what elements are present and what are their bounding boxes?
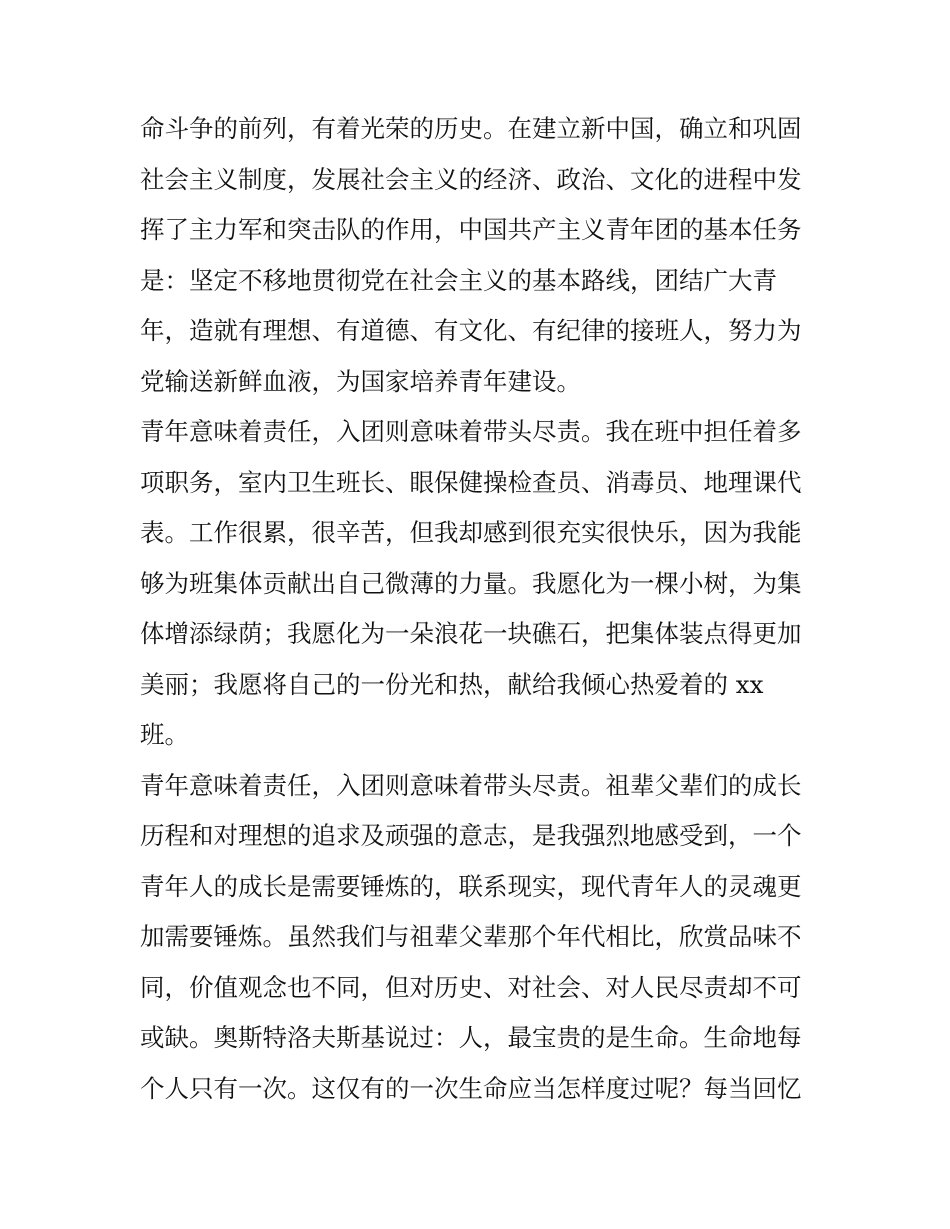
text-line: 是：坚定不移地贯彻党在社会主义的基本路线，团结广大青 (140, 265, 777, 295)
body-text (140, 104, 820, 1114)
text-line: 项职务，室内卫生班长、眼保健操检查员、消毒员、地理课代 (140, 467, 802, 497)
text-line: 青年人的成长是需要锤炼的，联系现实，现代青年人的灵魂更 (140, 871, 802, 901)
text-line: 年，造就有理想、有道德、有文化、有纪律的接班人，努力为 (140, 316, 802, 345)
text-line: 青年意味着责任，入团则意味着带头尽责。我在班中担任着多 (140, 417, 802, 446)
text-line: 党输送新鲜血液，为国家培养青年建设。 (140, 366, 581, 396)
text-line: 体增添绿荫；我愿化为一朵浪花一块礁石，把集体装点得更加 (140, 619, 802, 648)
text-line: 够为班集体贡献出自己微薄的力量。我愿化为一棵小树，为集 (140, 568, 802, 598)
text-line: 加需要锤炼。虽然我们与祖辈父辈那个年代相比，欣赏品味不 (140, 922, 802, 951)
text-line: 表。工作很累，很辛苦，但我却感到很充实很快乐，因为我能 (140, 518, 802, 547)
text-line: 美丽；我愿将自己的一份光和热，献给我倾心热爱着的 xx (140, 669, 764, 699)
text-line: 历程和对理想的追求及顽强的意志，是我强烈地感受到，一个 (140, 821, 802, 850)
text-line: 青年意味着责任，入团则意味着带头尽责。祖辈父辈们的成长 (140, 770, 802, 800)
text-line: 同，价值观念也不同，但对历史、对社会、对人民尽责却不可 (140, 972, 802, 1002)
text-line: 挥了主力军和突击队的作用，中国共产主义青年团的基本任务 (140, 215, 802, 244)
text-line: 社会主义制度，发展社会主义的经济、政治、文化的进程中发 (140, 164, 802, 194)
text-line: 或缺。奥斯特洛夫斯基说过：人，最宝贵的是生命。生命地每 (140, 1023, 802, 1052)
text-line: 个人只有一次。这仅有的一次生命应当怎样度过呢？每当回忆 (140, 1073, 802, 1103)
text-line: 命斗争的前列，有着光荣的历史。在建立新中国，确立和巩固 (140, 114, 802, 143)
text-line: 班。 (140, 720, 189, 749)
